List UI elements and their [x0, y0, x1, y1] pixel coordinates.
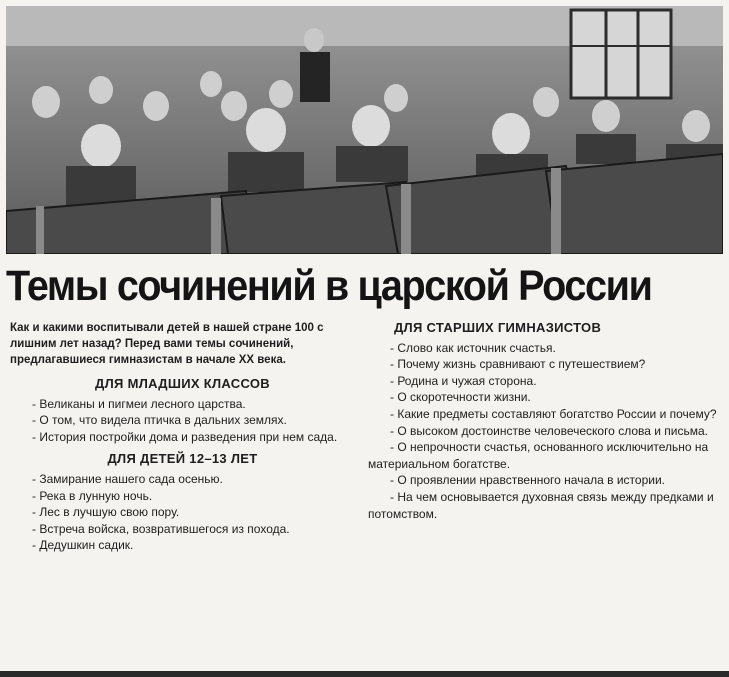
topic-item: - История постройки дома и разведения при нем сада.: [32, 429, 338, 444]
section-title-junior: ДЛЯ МЛАДШИХ КЛАССОВ: [95, 376, 270, 391]
topic-item: - Великаны и пигмеи лесного царства.: [32, 396, 246, 411]
topic-item: - Почему жизнь сравнивают с путешествием?: [390, 357, 646, 372]
topic-item: - Замирание нашего сада осенью.: [32, 471, 223, 486]
section-title-senior: ДЛЯ СТАРШИХ ГИМНАЗИСТОВ: [394, 320, 602, 335]
classroom-photo: [6, 6, 723, 254]
section-title-kids: ДЛЯ ДЕТЕЙ 12–13 ЛЕТ: [107, 451, 258, 467]
topic-item: - Слово как источник счастья.: [390, 340, 556, 355]
bottom-border: [0, 671, 729, 677]
right-column: [368, 320, 720, 522]
left-column: [10, 320, 355, 554]
topic-item: - О высоком достоинстве человеческого слова и письма.: [390, 423, 708, 438]
topic-item: - О скоротечности жизни.: [390, 390, 531, 405]
topic-item: - Дедушкин садик.: [32, 538, 134, 553]
classroom-photo-drawing: [6, 6, 723, 254]
topic-item: - О непрочности счастья, основанного исключительно на материальном богатстве.: [368, 440, 709, 471]
headline: Темы сочинений в царской России: [6, 262, 652, 310]
intro-text: Как и какими воспитывали детей в нашей стране 100 с лишним лет назад? Перед вами темы сочинений, предлагавшиеся гимназистам в начале XX века.: [10, 322, 324, 366]
topic-item: - Лес в лучшую свою пору.: [32, 505, 180, 520]
topic-item: - Встреча войска, возвратившегося из похода.: [32, 521, 290, 536]
topic-item: - Какие предметы составляют богатство России и почему?: [390, 406, 717, 421]
topic-item: - Река в лунную ночь.: [32, 488, 153, 503]
topic-item: - О том, что видела птичка в дальних землях.: [32, 413, 287, 428]
topic-item: - О проявлении нравственного начала в истории.: [390, 473, 665, 488]
topic-item: - Родина и чужая сторона.: [390, 373, 537, 388]
topic-item: - На чем основывается духовная связь между предками и потомством.: [368, 489, 714, 521]
